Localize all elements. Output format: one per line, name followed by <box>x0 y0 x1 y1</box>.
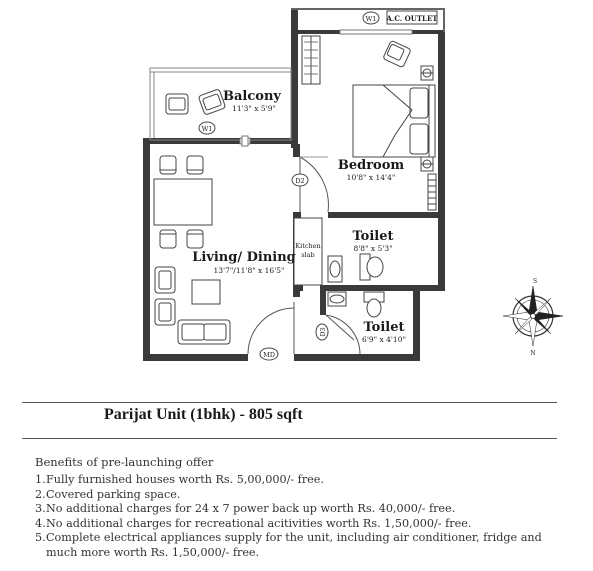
benefit-item <box>35 488 565 503</box>
offer-heading: Benefits of pre-launching offer <box>35 455 214 469</box>
benefit-item <box>35 517 565 532</box>
benefit-text: Covered parking space. <box>46 487 181 501</box>
benefit-item <box>35 502 565 517</box>
kitchen-label-1: Kitchen <box>295 242 321 250</box>
title-rule-top <box>22 402 557 403</box>
benefit-item <box>35 531 565 560</box>
bedroom-shelf <box>428 174 436 210</box>
benefit-text: No additional charges for recreational acitivities worth Rs. 1,50,000/- free. <box>46 516 472 530</box>
living-size: 13'7"/11'8" x 16'5" <box>213 266 285 275</box>
compass-rose <box>503 286 563 346</box>
compass-north: N <box>530 350 536 357</box>
bedroom-size: 10'8" x 14'4" <box>346 173 396 182</box>
kitchen-label-2: slab <box>301 251 315 259</box>
title-rule-bottom <box>22 438 557 439</box>
toilet-1-size: 8'8" x 5'3" <box>353 244 393 253</box>
benefit-number: 3. <box>35 502 46 516</box>
toilet-1-name: Toilet <box>352 229 394 244</box>
benefit-number: 1. <box>35 473 46 486</box>
bedroom-name: Bedroom <box>337 158 405 173</box>
benefit-text: Fully furnished houses worth Rs. 5,00,000/- free. <box>46 473 324 486</box>
benefit-number: 5. <box>35 531 46 545</box>
bedroom-window <box>340 30 412 34</box>
toilet-1-fixtures <box>328 254 383 282</box>
w1-balcony-tag: W1 <box>201 125 213 133</box>
bed <box>353 85 435 157</box>
benefit-text: No additional charges for 24 x 7 power back up worth Rs. 40,000/- free. <box>46 502 456 516</box>
balcony-name: Balcony <box>223 89 281 104</box>
dining-set <box>154 156 212 248</box>
toilet-2-name: Toilet <box>363 320 405 335</box>
balcony-size: 11'3" x 5'9" <box>232 104 276 113</box>
d3-tag: D3 <box>320 327 327 337</box>
unit-title: Parijat Unit (1bhk) - 805 sqft <box>104 406 303 423</box>
balcony-chairs <box>166 89 226 115</box>
toilet-2-size: 6'9" x 4'10" <box>362 335 406 344</box>
sofa-set <box>155 267 230 344</box>
ac-outlet-tag: A.C. OUTLET <box>386 14 438 23</box>
d2-tag: D2 <box>295 177 305 185</box>
living-window <box>240 136 250 146</box>
benefit-number: 4. <box>35 516 46 530</box>
w1-top-tag: W1 <box>365 15 377 23</box>
benefit-text: Complete electrical appliances supply for the unit, including air conditioner, fridge and much more worth Rs. 1,50,000/- free. <box>46 531 542 559</box>
md-tag: MD <box>263 351 275 359</box>
living-name: Living/ Dining <box>192 250 296 265</box>
compass-south: S <box>532 278 538 285</box>
benefits-list <box>35 473 565 561</box>
bedroom-chair <box>383 40 411 67</box>
benefit-item <box>35 473 565 488</box>
benefit-number: 2. <box>35 487 46 501</box>
toilet-2-fixtures <box>328 292 384 317</box>
wardrobe <box>302 36 320 84</box>
